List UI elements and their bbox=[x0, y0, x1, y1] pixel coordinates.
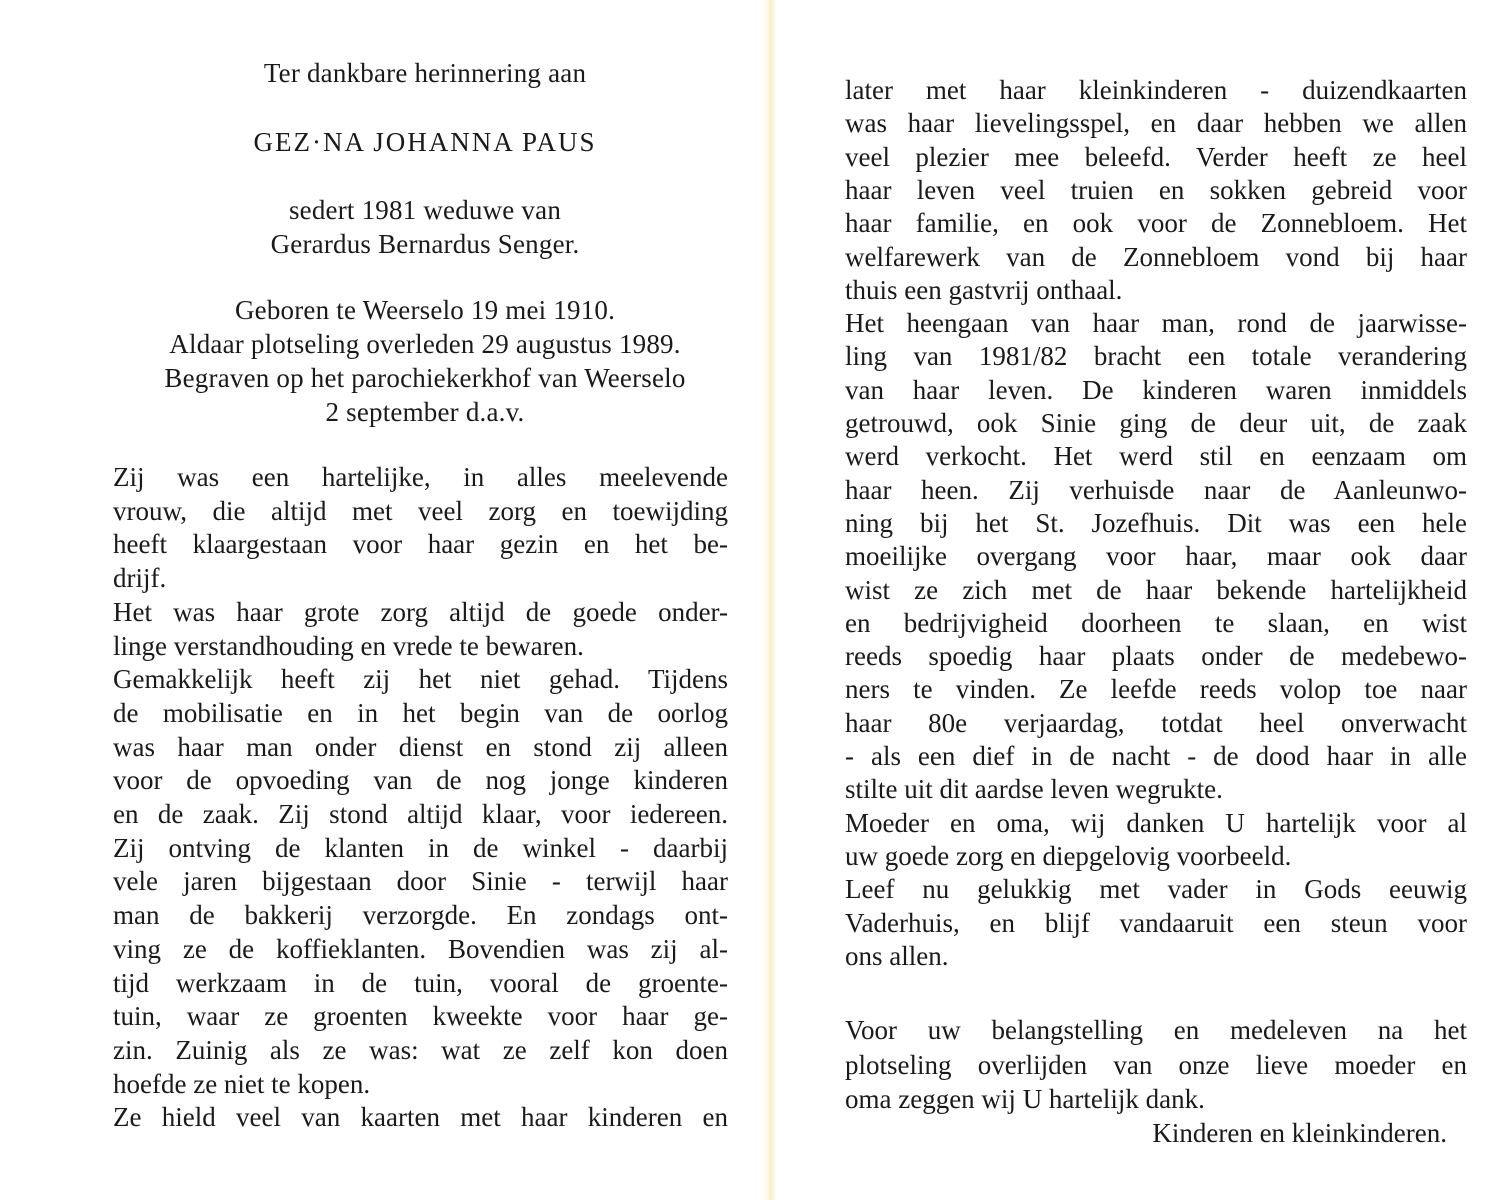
text-line: Ze hield veel van kaarten met haar kinderen en bbox=[113, 1102, 728, 1133]
text-line: wist ze zich met de haar bekende hartelijkheid bbox=[845, 574, 1467, 605]
born-text: Geboren te Weerselo 19 mei 1910. bbox=[234, 295, 616, 325]
text-line: Vaderhuis, en blijf vandaaruit een steun voor bbox=[845, 907, 1467, 938]
text-line: Leef nu gelukkig met vader in Gods eeuwig bbox=[845, 874, 1467, 905]
text-line: haar 80e verjaardag, totdat heel onverwacht bbox=[845, 707, 1467, 738]
intro-text: Ter dankbare herinnering aan bbox=[263, 58, 587, 88]
text-line: uw goede zorg en diepgelovig voorbeeld. bbox=[845, 840, 1292, 871]
text-line: heeft klaargestaan voor haar gezin en het be- bbox=[113, 529, 728, 560]
buried-text: Begraven op het parochiekerkhof van Weerselo bbox=[164, 363, 686, 393]
text-line: stilte uit dit aardse leven wegrukte. bbox=[845, 774, 1223, 805]
widow-line-1: sedert 1981 weduwe van bbox=[288, 195, 562, 225]
text-line: was haar man onder dienst en stond zij alleen bbox=[113, 731, 728, 762]
deceased-name: GEZ·NA JOHANNA PAUS bbox=[253, 127, 597, 157]
text-line: thuis een gastvrij onthaal. bbox=[845, 274, 1123, 305]
text-line: Voor uw belangstelling en medeleven na het bbox=[845, 1015, 1467, 1045]
text-line: tuin, waar ze groenten kweekte voor haar ge- bbox=[113, 1001, 728, 1032]
buried-date: 2 september d.a.v. bbox=[325, 397, 525, 427]
text-line: zin. Zuinig als ze was: wat ze zelf kon doen bbox=[113, 1034, 728, 1065]
text-line: haar familie, en ook voor de Zonnebloem. Het bbox=[845, 208, 1467, 239]
text-line: linge verstandhouding en vrede te bewaren. bbox=[113, 630, 584, 661]
card-fold bbox=[764, 0, 776, 1200]
text-line: ving ze de koffieklanten. Bovendien was zij al- bbox=[113, 933, 728, 964]
text-line: plotseling overlijden van onze lieve moeder en bbox=[845, 1049, 1467, 1080]
text-line: - als een dief in de nacht - de dood haar in alle bbox=[845, 741, 1467, 771]
text-line: haar leven veel truien en sokken gebreid voor bbox=[845, 174, 1467, 205]
text-line: en bedrijvigheid doorheen te slaan, en wist bbox=[845, 607, 1467, 638]
text-line: Zij was een hartelijke, in alles meelevende bbox=[113, 462, 728, 492]
text-line: ners te vinden. Ze leefde reeds volop toe naar bbox=[845, 674, 1467, 705]
text-line: later met haar kleinkinderen - duizendkaarten bbox=[845, 75, 1467, 105]
signature: Kinderen en kleinkinderen. bbox=[1152, 1118, 1447, 1148]
text-line: oma zeggen wij U hartelijk dank. bbox=[845, 1084, 1205, 1114]
text-line: tijd werkzaam in de tuin, vooral de groente- bbox=[113, 967, 728, 998]
text-line: ning bij het St. Jozefhuis. Dit was een hele bbox=[845, 507, 1467, 538]
text-line: hoefde ze niet te kopen. bbox=[113, 1068, 371, 1099]
text-line: was haar lievelingsspel, en daar hebben we allen bbox=[845, 108, 1467, 139]
text-line: welfarewerk van de Zonnebloem vond bij haar bbox=[845, 241, 1467, 272]
text-line: Het was haar grote zorg altijd de goede onder- bbox=[113, 596, 728, 627]
text-line: haar heen. Zij verhuisde naar de Aanleunwo- bbox=[845, 474, 1467, 505]
text-line: moeilijke overgang voor haar, maar ook daar bbox=[845, 541, 1467, 572]
text-line: Gemakkelijk heeft zij het niet gehad. Tijdens bbox=[113, 664, 728, 695]
text-line: ons allen. bbox=[845, 940, 949, 971]
text-line: Moeder en oma, wij danken U hartelijk voor al bbox=[845, 807, 1467, 838]
text-line: veel plezier mee beleefd. Verder heeft ze heel bbox=[845, 141, 1467, 172]
text-line: vele jaren bijgestaan door Sinie - terwijl haar bbox=[113, 866, 728, 897]
text-line: Het heengaan van haar man, rond de jaarwisse- bbox=[845, 308, 1467, 339]
text-line: en de zaak. Zij stond altijd klaar, voor iedereen. bbox=[113, 799, 728, 829]
died-text: Aldaar plotseling overleden 29 augustus 1989. bbox=[169, 329, 681, 359]
text-line: ling van 1981/82 bracht een totale verandering bbox=[845, 341, 1467, 372]
text-line: vrouw, die altijd met veel zorg en toewijding bbox=[113, 495, 728, 526]
text-line: reeds spoedig haar plaats onder de medebewo- bbox=[845, 641, 1467, 672]
text-line: man de bakkerij verzorgde. En zondags ont- bbox=[113, 900, 728, 931]
text-line: drijf. bbox=[113, 563, 167, 594]
text-line: werd verkocht. Het werd stil en eenzaam om bbox=[845, 441, 1467, 472]
widow-line-2: Gerardus Bernardus Senger. bbox=[270, 229, 580, 259]
text-line: Zij ontving de klanten in de winkel - daarbij bbox=[113, 832, 728, 863]
text-line: van haar leven. De kinderen waren inmiddels bbox=[845, 374, 1467, 405]
text-line: voor de opvoeding van de nog jonge kinderen bbox=[113, 765, 728, 796]
text-line: getrouwd, ook Sinie ging de deur uit, de zaak bbox=[845, 408, 1467, 438]
text-line: de mobilisatie en in het begin van de oorlog bbox=[113, 697, 728, 728]
